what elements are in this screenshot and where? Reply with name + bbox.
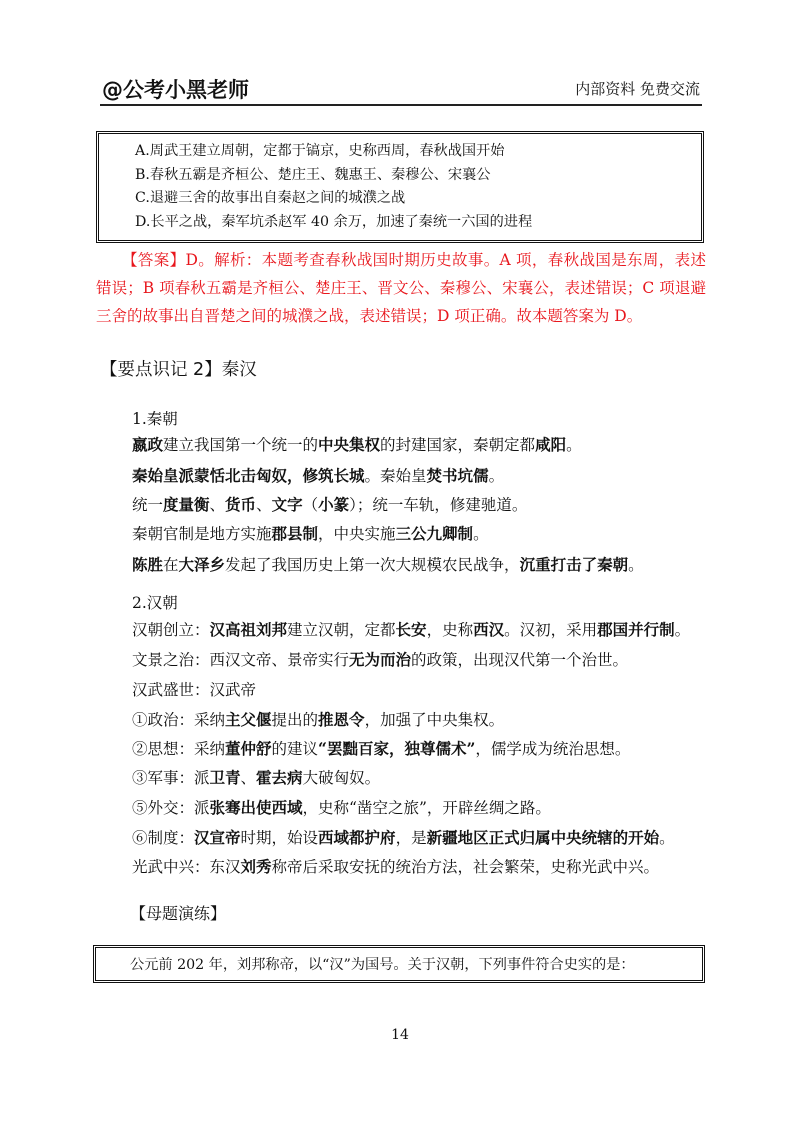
body-text: ③军事：派: [132, 769, 210, 787]
emphasis-text: 董仲舒: [225, 739, 272, 758]
body-text: 发起了我国历史上第一次大规模农民战争，: [225, 556, 520, 574]
emphasis-text: 新疆地区正式归属中央统辖的开始: [426, 828, 660, 847]
question2-box: [93, 945, 705, 983]
han-line: [132, 648, 628, 670]
emphasis-text: 大泽乡: [178, 555, 226, 574]
body-text: 。: [674, 621, 691, 639]
body-text: 汉朝创立：: [132, 621, 210, 639]
qin-line: [132, 493, 527, 515]
body-text: 在: [163, 556, 179, 574]
emphasis-text: 无为而治: [349, 650, 412, 669]
qin-heading: 1.秦朝: [132, 410, 178, 428]
body-text: 汉武盛世：汉武帝: [132, 681, 257, 699]
emphasis-text: 推恩令: [318, 710, 365, 729]
body-text: 。: [659, 829, 675, 847]
body-text: 的封建国家，秦朝定都: [380, 436, 536, 454]
body-text: 提出的: [271, 711, 319, 729]
emphasis-text: 中央集权: [318, 435, 381, 454]
emphasis-text: 霍去病: [256, 768, 303, 787]
emphasis-text: “罢黜百家，独尊儒术”: [318, 739, 476, 758]
emphasis-text: 文字: [271, 495, 303, 514]
han-heading: 2.汉朝: [132, 594, 178, 612]
han-line: [132, 855, 659, 877]
emphasis-text: 焚书坑儒: [426, 466, 489, 485]
body-text: ⑥制度：: [132, 829, 195, 847]
han-line: [132, 826, 675, 848]
emphasis-text: 卫青: [209, 768, 241, 787]
emphasis-text: 汉高祖刘邦: [209, 620, 288, 639]
page-number: 14: [391, 1027, 409, 1043]
body-text: 秦朝官制是地方实施: [132, 525, 272, 543]
page-header: [100, 74, 702, 106]
emphasis-text: 咸阳: [535, 435, 567, 454]
body-text: 、: [256, 496, 272, 514]
question2-stem: 公元前 202 年，刘邦称帝，以“汉”为国号。关于汉朝，下列事件符合史实的是：: [130, 957, 635, 973]
body-text: 。秦始皇: [364, 467, 427, 485]
han-line: [132, 708, 504, 730]
body-text: 文景之治：西汉文帝、景帝实行: [132, 651, 350, 669]
body-text: ②思想：采纳: [132, 740, 226, 758]
body-text: 。: [473, 525, 489, 543]
body-text: 。: [628, 556, 644, 574]
emphasis-text: 三公九卿制: [395, 524, 474, 543]
body-text: ）；统一车轨，修建驰道。: [349, 496, 528, 514]
emphasis-text: 度量衡: [163, 495, 210, 514]
option-d: D.长平之战，秦军坑杀赵军 40 余万，加速了秦统一六国的进程: [135, 213, 533, 230]
emphasis-text: 西域都护府: [318, 828, 396, 847]
body-text: 统一: [132, 496, 164, 514]
body-text: （: [302, 496, 319, 514]
body-text: 光武中兴：东汉: [132, 858, 241, 876]
body-text: 。: [488, 467, 505, 485]
section-title: 【要点识记 2】秦汉: [100, 360, 257, 380]
emphasis-text: 小篆: [318, 495, 350, 514]
emphasis-text: 西汉: [473, 620, 505, 639]
option-b: B.春秋五霸是齐桓公、楚庄王、魏惠王、秦穆公、宋襄公: [135, 166, 491, 183]
han-line: [132, 766, 380, 788]
emphasis-text: 秦始皇派蒙恬: [132, 466, 226, 485]
body-text: 的政策，出现汉代第一个治世。: [411, 651, 629, 669]
emphasis-text: 郡县制: [271, 524, 319, 543]
brand-watermark: @公考小黑老师: [102, 74, 255, 104]
body-text: 、: [209, 496, 226, 514]
qin-line: [132, 464, 504, 486]
question-options-box: [96, 131, 704, 243]
emphasis-text: 沉重打击了秦朝: [519, 555, 629, 574]
emphasis-text: 郡国并行制: [597, 620, 675, 639]
han-line: [132, 737, 630, 759]
body-text: ，史称: [426, 621, 474, 639]
body-text: ，史称“凿空之旅”，开辟丝绸之路。: [302, 799, 551, 817]
body-text: ，中央实施: [318, 525, 396, 543]
emphasis-text: 嬴政: [132, 435, 164, 454]
han-line: [132, 678, 256, 700]
answer-explanation: 【答案】D。解析：本题考查春秋战国时期历史故事。A 项，春秋战国是东周，表述错误；B 项春秋五霸是齐桓公、楚庄王、晋文公、秦穆公、宋襄公，表述错误；C 项退避三舍的故事出自晋楚之间的城濮之战，表述错误；D 项正确。故本题答案为 D。: [96, 251, 706, 325]
body-text: ⑤外交：派: [132, 799, 210, 817]
emphasis-text: 张骞出使西域: [209, 798, 303, 817]
emphasis-text: 北击匈奴，修筑长城: [225, 466, 365, 485]
han-line: [132, 618, 690, 640]
body-text: 时期，始设: [240, 829, 319, 847]
drill-title: 【母题演练】: [130, 904, 227, 923]
emphasis-text: 汉宣帝: [194, 828, 241, 847]
body-text: ①政治：采纳: [132, 711, 226, 729]
emphasis-text: 长安: [395, 620, 427, 639]
emphasis-text: 陈胜: [132, 555, 164, 574]
emphasis-text: 主父偃: [225, 710, 272, 729]
emphasis-text: 刘秀: [240, 857, 272, 876]
option-c: C.退避三舍的故事出自秦赵之间的城濮之战: [135, 190, 406, 206]
body-text: ，加强了中央集权。: [364, 711, 505, 729]
qin-line: [132, 553, 644, 575]
body-text: 的建议: [271, 740, 319, 758]
qin-line: [132, 522, 489, 544]
body-text: ，儒学成为统治思想。: [475, 740, 631, 758]
body-text: ，是: [395, 829, 427, 847]
body-text: 。汉初，采用: [504, 621, 598, 639]
option-a: A.周武王建立周朝，定都于镐京，史称西周，春秋战国开始: [135, 143, 505, 159]
body-text: 建立我国第一个统一的: [163, 436, 319, 454]
qin-line: [132, 433, 582, 455]
body-text: 建立汉朝，定都: [287, 621, 396, 639]
body-text: 。: [566, 436, 582, 454]
header-tagline: 内部资料 免费交流: [575, 80, 700, 98]
body-text: 、: [240, 769, 257, 787]
body-text: 称帝后采取安抚的统治方法，社会繁荣，史称光武中兴。: [271, 858, 660, 876]
han-line: [132, 796, 551, 818]
emphasis-text: 货币: [225, 495, 257, 514]
body-text: 大破匈奴。: [302, 769, 381, 787]
